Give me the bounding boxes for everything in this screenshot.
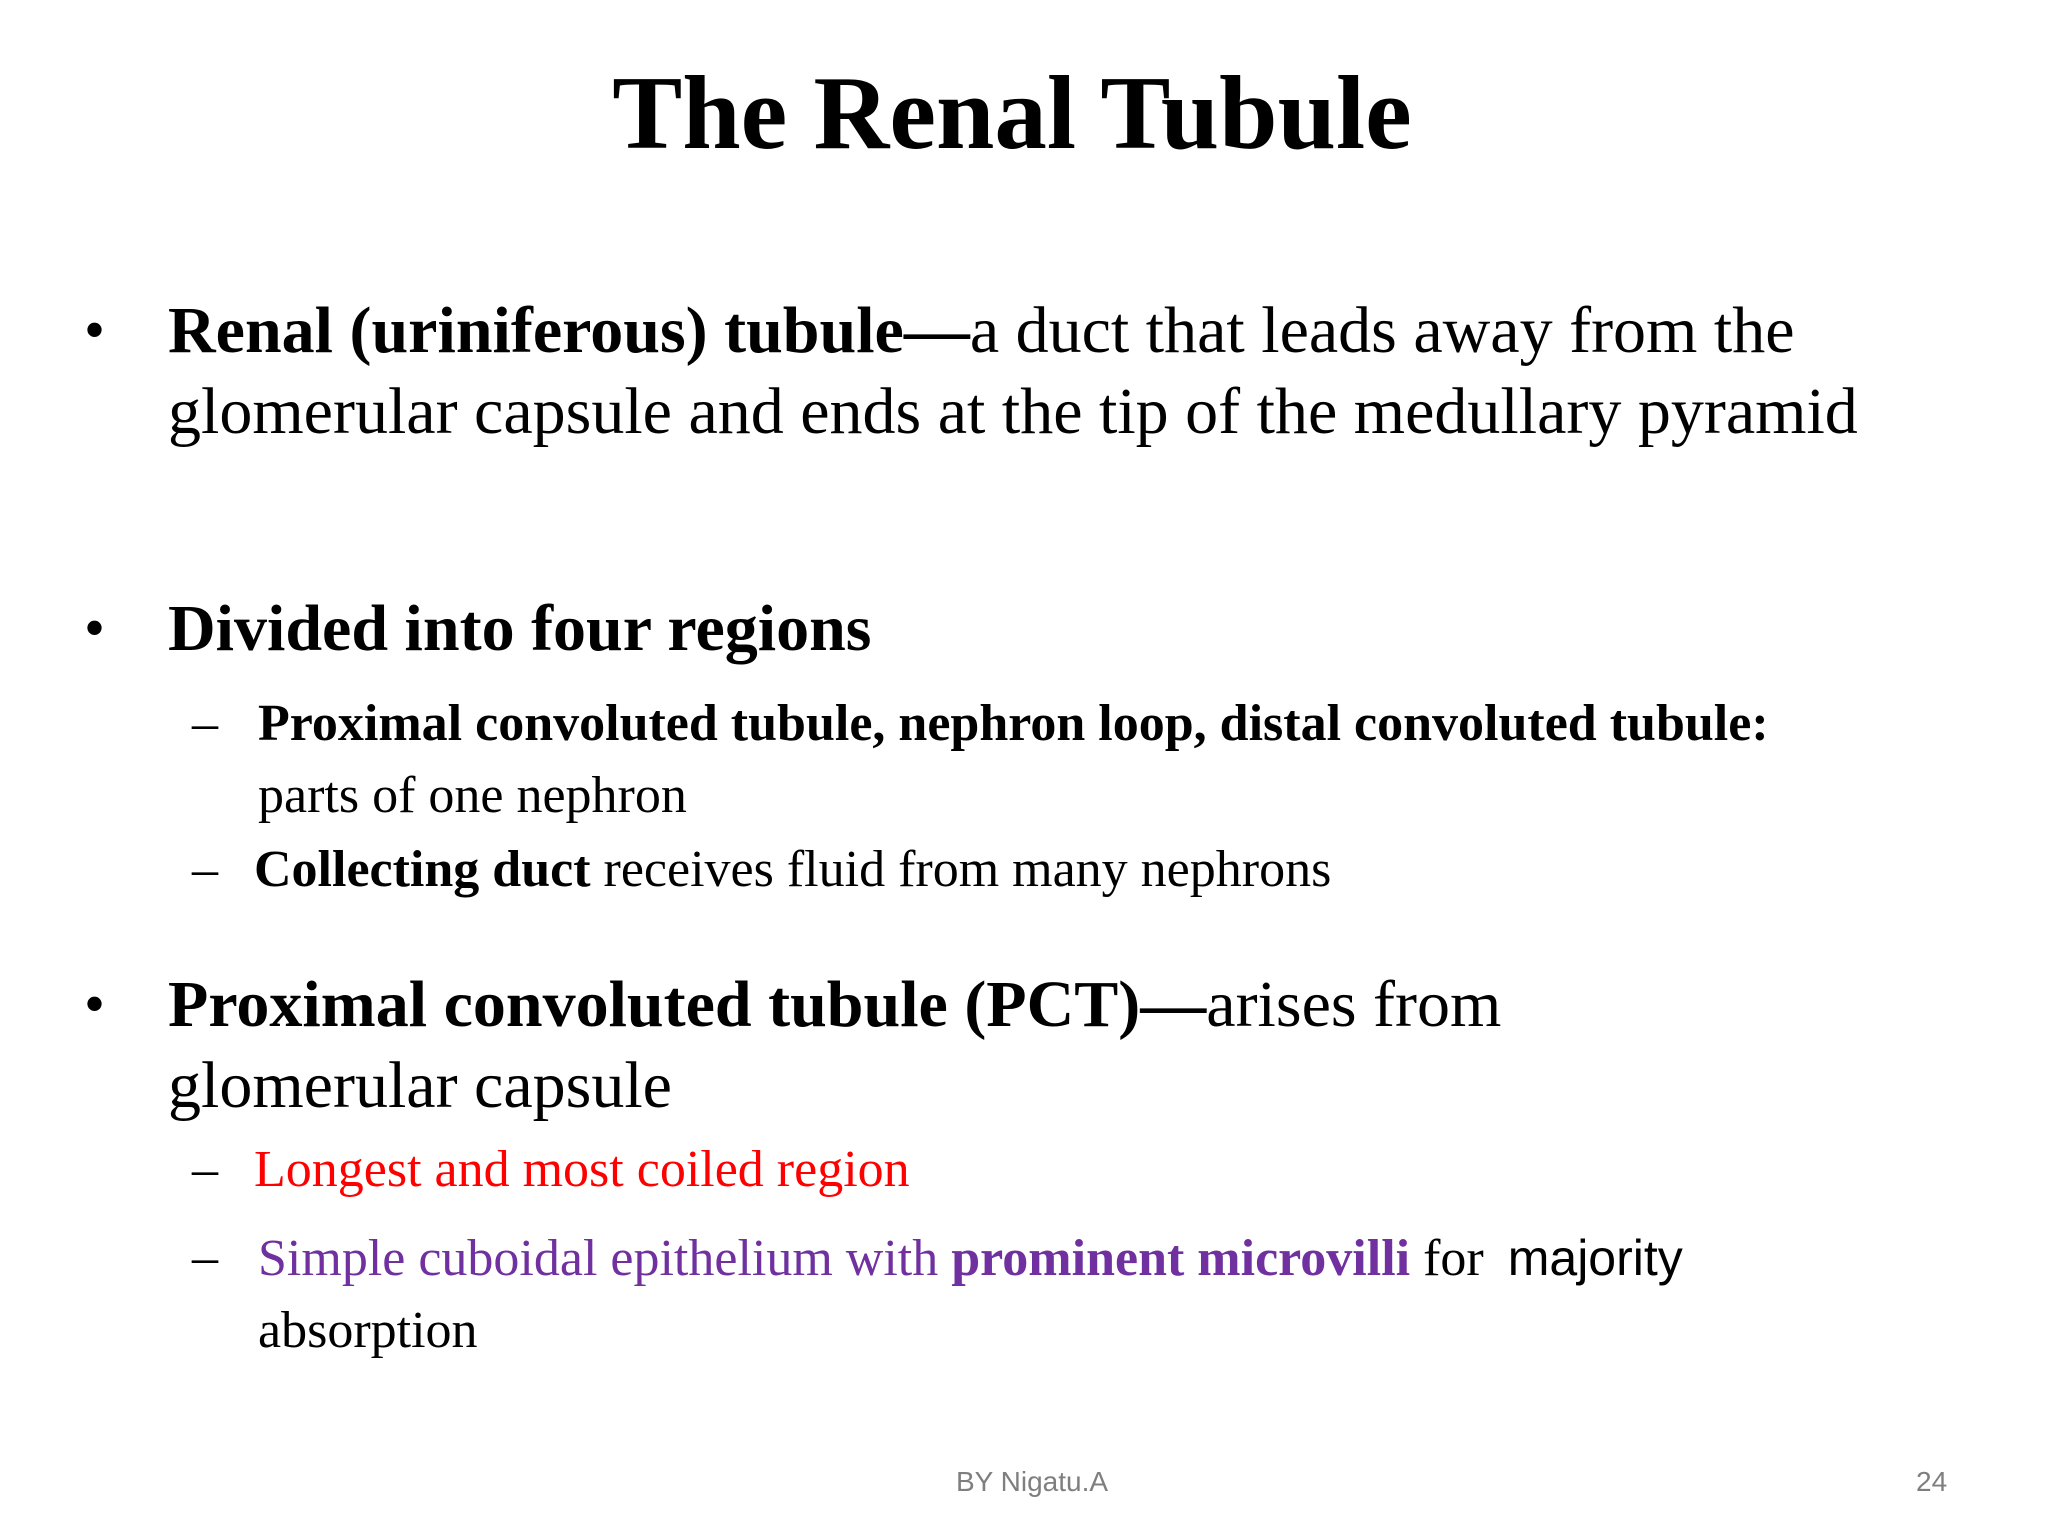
bullet-icon: • bbox=[84, 971, 106, 1037]
bullet-term: Renal (uriniferous) tubule— bbox=[168, 294, 970, 367]
subitem-text-majority: majority bbox=[1507, 1230, 1683, 1286]
footer-author: BY Nigatu.A bbox=[956, 1466, 1109, 1497]
bullet-text: a duct that leads away from the glomerular capsule and ends at the tip of the medullary pyramid bbox=[168, 294, 1858, 448]
subitem-text-absorption: absorption bbox=[258, 1302, 478, 1359]
dash-icon: – bbox=[192, 841, 218, 898]
bullet-icon: • bbox=[84, 297, 106, 363]
subitem-term: prominent microvilli bbox=[951, 1230, 1411, 1287]
bullet-text: arises from glomerular capsule bbox=[168, 968, 1502, 1122]
subitem-text-for: for bbox=[1410, 1230, 1484, 1287]
subitem-collecting-duct bbox=[192, 834, 1974, 906]
dash-icon: – bbox=[192, 1229, 218, 1286]
dash-icon: – bbox=[192, 695, 218, 752]
subitem-text: receives fluid from many nephrons bbox=[590, 841, 1332, 898]
dash-icon: – bbox=[192, 1141, 218, 1198]
bullet-term: Divided into four regions bbox=[168, 592, 872, 665]
subitem-text: parts of one nephron bbox=[258, 767, 687, 824]
bullet-renal-tubule bbox=[84, 290, 1928, 452]
bullet-pct bbox=[84, 964, 1608, 1126]
subitem-term: Proximal convoluted tubule, nephron loop, distal convoluted tubule: bbox=[258, 695, 1769, 752]
bullet-four-regions bbox=[84, 588, 1928, 669]
page-number: 24 bbox=[1916, 1466, 1948, 1497]
subitem-nephron-parts bbox=[192, 688, 1978, 832]
subitem-term: Collecting duct bbox=[254, 841, 591, 898]
subitem-text: Simple cuboidal epithelium with bbox=[258, 1230, 952, 1287]
bullet-icon: • bbox=[84, 595, 106, 661]
bullet-term: Proximal convoluted tubule (PCT)— bbox=[168, 968, 1207, 1041]
subitem-text: Longest and most coiled region bbox=[254, 1141, 910, 1198]
slide-title: The Renal Tubule bbox=[612, 54, 1412, 171]
subitem-longest-region bbox=[192, 1134, 1974, 1206]
subitem-cuboidal-epithelium bbox=[192, 1222, 1978, 1367]
